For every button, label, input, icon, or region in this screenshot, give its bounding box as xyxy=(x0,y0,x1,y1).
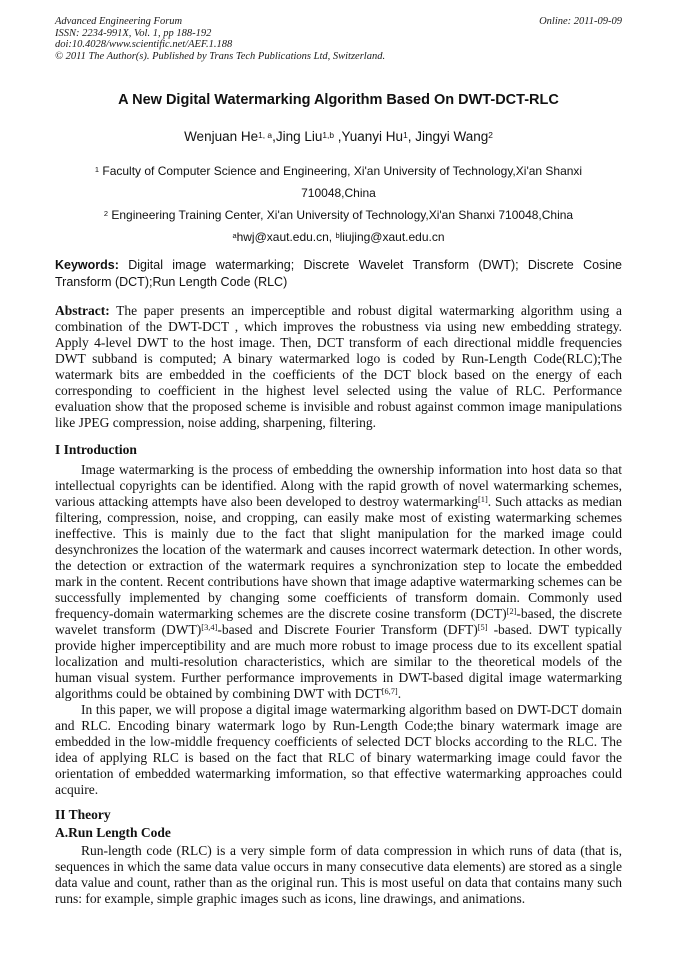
abstract-label: Abstract: xyxy=(55,302,110,318)
paragraph-text: -based, the discrete wavelet transform (DWT) xyxy=(55,605,623,637)
journal-header-left xyxy=(55,16,385,62)
author-affiliation-marker: 2 xyxy=(488,129,493,140)
copyright-line: © 2011 The Author(s). Published by Trans Tech Publications Ltd, Switzerland. xyxy=(55,50,386,62)
citation-ref: [1] xyxy=(478,495,488,505)
citation-ref: [2] xyxy=(506,607,517,617)
keywords-section xyxy=(55,257,622,290)
journal-name: Advanced Engineering Forum xyxy=(55,16,183,27)
paragraph-text: -based. DWT typically provide higher imperceptibility and are much more robust to image process due to its excellent spatial localization and multi-resolution characteristics, which are similar to the theoretical models of the human visual system. Further performance improvements in DWT-based digital image watermarking algorithms could be obtained by combining DWT with DCT xyxy=(55,621,622,701)
author-name: Wenjuan He xyxy=(184,129,259,145)
abstract-text: The paper presents an imperceptible and robust digital watermarking algorithm using a combination of the DWT-DCT , which improves the robustness via using new embedding strategy. Apply 4-level DWT to the host image. Then, DCT transform of each directional middle frequencies DWT subband is computed; A binary watermarked logo is coded by Run-Length Code(RLC);The watermark bits are embedded in the coefficients of the DCT block based on the energy of each corresponding to coefficient in the highest level selected using the value of RLC. Performance evaluation show that the proposed scheme is invisible and robust against common image manipulations like JPEG compression, noise adding, sharpening, filtering. xyxy=(55,302,622,430)
citation-ref: [3,4] xyxy=(201,623,218,633)
paragraph-text: . Such attacks as median filtering, compression, noise, and cropping, can easily make most of existing watermarking schemes ineffective. This is mainly due to the fact that slight manipulation for the marked image could desynchronizes the location of the watermark and causes incorrect watermark detection. In other words, the detection or extraction of the watermark requires a synchronization step to locate the embedded mark in the content. Recent contributions have shown that image adaptive watermarking schemes can be successfully implemented by changing some coefficients of transform domain. Commonly used frequency-domain watermarking schemes are the discrete cosine transform (DCT) xyxy=(55,493,622,621)
author-name: Jingyi Wang xyxy=(415,129,489,145)
citation-ref: [6,7] xyxy=(381,687,398,697)
affiliation-marker: 2 xyxy=(103,209,109,219)
email-marker: b xyxy=(335,231,340,241)
introduction-paragraph-2: In this paper, we will propose a digital image watermarking algorithm based on DWT-DCT domain and RLC. Encoding binary watermark logo by Run-Length Code;the binary watermark image are embedded in the low-middle frequency coefficients of selected DCT blocks according to the RLC. The idea of applying RLC is based on the fact that RLC of binary watermarking image could favor the orientation of embedded watermarking imformation, so that effective watermarking approaches could acquire. xyxy=(55,701,622,797)
email-marker: a xyxy=(232,231,237,241)
affiliation-1 xyxy=(55,160,622,182)
author-affiliation-marker: 1,b xyxy=(322,129,334,140)
affiliations-block xyxy=(55,160,622,248)
paper-title: A New Digital Watermarking Algorithm Based On DWT-DCT-RLC xyxy=(118,92,559,109)
authors-line xyxy=(55,128,622,146)
keywords-text: Digital image watermarking; Discrete Wavelet Transform (DWT); Discrete Cosine Transform (DCT);Run Length Code (RLC) xyxy=(55,258,622,289)
affiliation-text: Engineering Training Center, Xi'an University of Technology,Xi'an Shanxi 710048,China xyxy=(108,208,574,223)
author-separator: , xyxy=(407,129,416,145)
citation-ref: [5] xyxy=(477,623,488,633)
author-name: Jing Liu xyxy=(275,129,323,145)
author-affiliation-marker: 1, a xyxy=(258,129,273,140)
author-separator: , xyxy=(334,129,342,145)
theory-paragraph: Run-length code (RLC) is a very simple form of data compression in which runs of data (that is, sequences in which the same data value occurs in many consecutive data elements) are stored as a single data value and count, rather than as the original run. This is most useful on data that contains many such runs: for example, simple graphic images such as icons, line drawings, and animations. xyxy=(55,842,622,906)
paragraph-text: Image watermarking is the process of embedding the ownership information into host data so that intellectual copyrights can be identified. Along with the rapid growth of novel watermarking schemes, various attacking attempts have also been developed to destroy watermarking xyxy=(55,461,622,509)
issn-line: ISSN: 2234-991X, Vol. 1, pp 188-192 xyxy=(55,27,212,39)
affiliation-1-continued: 710048,China xyxy=(301,186,376,201)
author-separator: , xyxy=(272,129,276,145)
author-affiliation-marker: 1 xyxy=(403,129,408,140)
doi-line: doi:10.4028/www.scientific.net/AEF.1.188 xyxy=(55,39,233,51)
section-heading-introduction: I Introduction xyxy=(55,441,137,457)
paragraph-text: . xyxy=(397,685,402,701)
paragraph-text: -based and Discrete Fourier Transform (DFT) xyxy=(217,621,478,637)
section-heading-theory: II Theory xyxy=(55,806,111,822)
subsection-heading-run-length-code: A.Run Length Code xyxy=(55,824,171,840)
author-name: Yuanyi Hu xyxy=(341,129,404,145)
online-date: Online: 2011-09-09 xyxy=(539,16,622,27)
journal-header xyxy=(55,16,622,62)
affiliation-text: Faculty of Computer Science and Engineering, Xi'an University of Technology,Xi'an Shanxi xyxy=(99,164,583,179)
affiliation-2 xyxy=(55,204,622,226)
author-emails xyxy=(55,226,622,248)
introduction-paragraph-1 xyxy=(55,462,622,702)
email-address: liujing@xaut.edu.cn xyxy=(339,230,445,245)
abstract-section xyxy=(55,303,622,431)
email-address: hwj@xaut.edu.cn, xyxy=(236,230,336,245)
affiliation-marker: 1 xyxy=(94,165,100,175)
keywords-label: Keywords: xyxy=(55,258,119,273)
